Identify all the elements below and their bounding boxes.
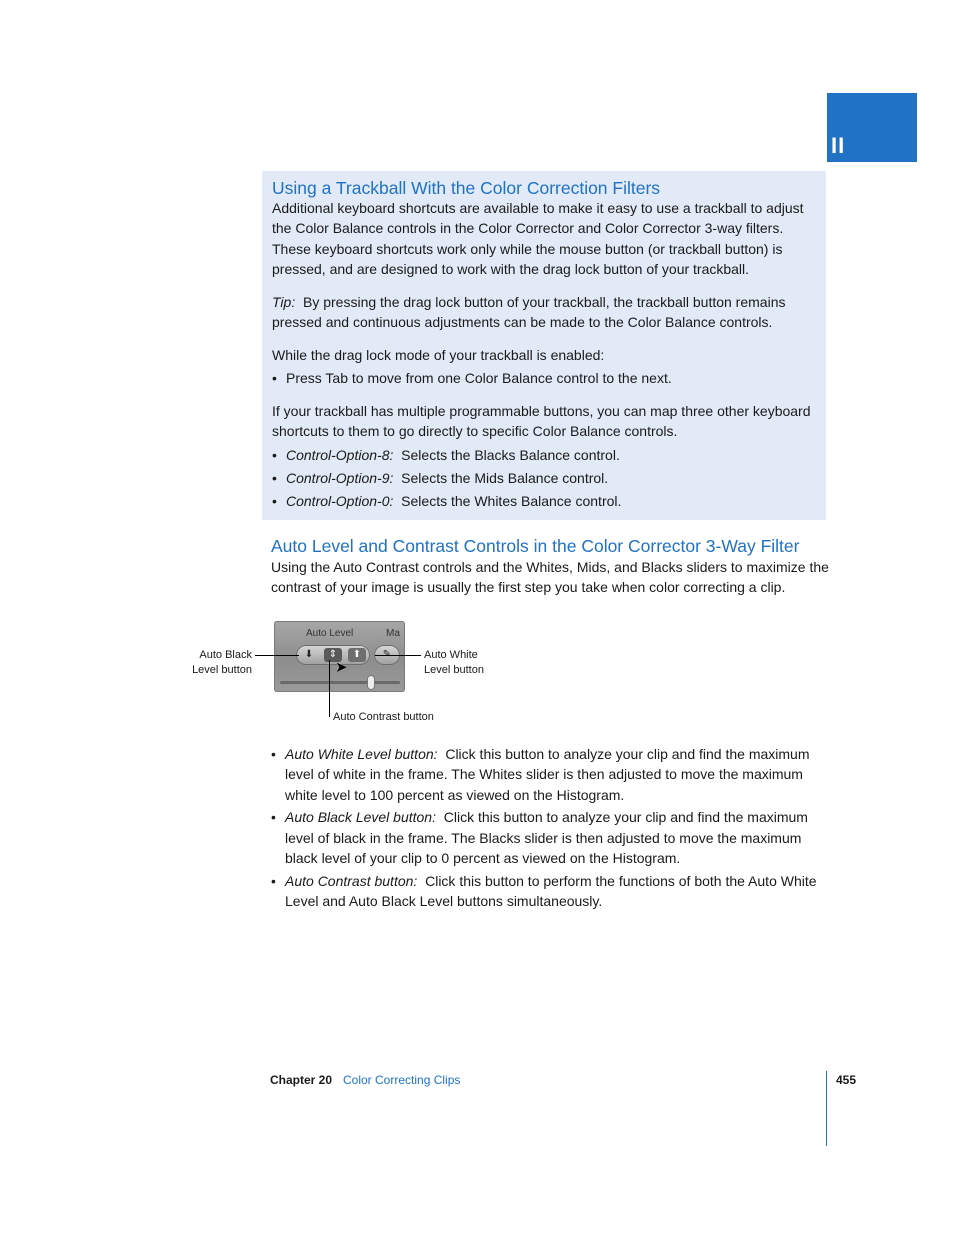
list-item: • Auto Black Level button: Click this button to analyze your clip and find the maximum level of black in the frame. The Blacks slider is then adjusted to move the maximum black level of your clip to 0 percent as viewed on the Histogram. — [271, 809, 808, 866]
tip-label: Tip: — [272, 294, 296, 310]
section-heading: Auto Level and Contrast Controls in the Color Corrector 3-Way Filter — [271, 536, 800, 556]
bullet-term: Auto Contrast button: — [285, 872, 418, 889]
auto-level-figure — [274, 621, 405, 692]
sidebar-heading: Using a Trackball With the Color Correction Filters — [272, 178, 661, 198]
list-item: • Control-Option-0: Selects the Whites Balance control. — [272, 492, 622, 509]
shortcut-desc: Selects the Blacks Balance control. — [401, 447, 620, 463]
shortcut-desc: Selects the Mids Balance control. — [401, 469, 609, 486]
bullet-term: Auto White Level button: — [285, 746, 438, 762]
drag-lock-list — [272, 368, 817, 388]
bullet-term: Auto Black Level button: — [285, 809, 436, 826]
programmable-intro: If your trackball has multiple programmable buttons, you can map three other keyboard shortcuts to them to go directly to specific Color Balance controls. — [272, 403, 811, 440]
shortcut-desc: Selects the Whites Balance control. — [401, 492, 622, 509]
list-item: • Auto White Level button: Click this button to analyze your clip and find the maximum level of white in the frame. The Whites slider is then adjusted to move the maximum white level to 100 percent as viewed on the Histogram. — [271, 746, 810, 803]
slider-knob[interactable] — [368, 676, 374, 689]
footer-chapter: Chapter 20 — [270, 1073, 333, 1087]
footer-divider — [826, 1071, 827, 1146]
auto-black-level-button[interactable] — [300, 648, 318, 662]
panel-label: Auto Level — [306, 628, 354, 639]
auto-level-button-group — [296, 645, 370, 665]
shortcut-term: Control-Option-9: — [286, 469, 394, 486]
bullet-desc: Click this button to analyze your clip and find the maximum level of black in the frame. The Blacks slider is then adjusted to move the maximum black level of your clip to 0 percent as viewed on the Histogram. — [285, 809, 808, 866]
list-item: • Control-Option-8: Selects the Blacks Balance control. — [272, 447, 620, 463]
auto-white-level-button[interactable] — [348, 648, 366, 662]
panel-label-cut: Ma — [386, 628, 400, 639]
arrow-down-icon: ⬇ — [304, 649, 314, 660]
arrow-up-icon: ⬆ — [352, 649, 362, 660]
tip-text: By pressing the drag lock button of your trackball, the trackball button remains pressed and continuous adjustments can be made to the Color Balance controls. — [272, 294, 786, 331]
section-intro: Using the Auto Contrast controls and the Whites, Mids, and Blacks sliders to maximize the contrast of your image is usually the first step you take when color correcting a clip. — [271, 559, 829, 596]
tip-paragraph — [272, 292, 817, 333]
callout-auto-black: Auto Black Level button — [192, 649, 252, 676]
callout-line-contrast — [329, 660, 330, 717]
page-number: 455 — [836, 1073, 857, 1087]
bullet-desc: Click this button to perform the functions of both the Auto White Level and Auto Black Level buttons simultaneously. — [285, 872, 817, 909]
drag-lock-intro: While the drag lock mode of your trackball is enabled: — [272, 347, 605, 363]
slider-track — [280, 681, 400, 684]
contrast-arrows-icon: ⇕ — [328, 649, 338, 660]
part-tab-label: II — [831, 133, 846, 158]
list-item: • Press Tab to move from one Color Balance control to the next. — [272, 370, 672, 386]
part-tab — [827, 93, 917, 162]
auto-button-list — [271, 744, 831, 914]
list-item: • Auto Contrast button: Click this button to perform the functions of both the Auto White Level and Auto Black Level buttons simultaneously. — [271, 872, 817, 909]
callout-line-black — [255, 655, 299, 656]
mouse-cursor-icon: ➤ — [335, 659, 348, 676]
shortcut-term: Control-Option-0: — [286, 492, 394, 509]
callout-auto-white: Auto White Level button — [424, 649, 484, 676]
footer-chapter-title: Color Correcting Clips — [343, 1073, 461, 1087]
shortcut-term: Control-Option-8: — [286, 447, 394, 463]
list-item: • Control-Option-9: Selects the Mids Balance control. — [272, 469, 609, 486]
callout-auto-contrast: Auto Contrast button — [333, 711, 434, 723]
sidebar-intro: Additional keyboard shortcuts are available to make it easy to use a trackball to adjust the Color Balance controls in the Color Corrector and Color Corrector 3-way filters. These keyboard shortcuts work only while the mouse button (or trackball button) is pressed, and are designed to work with the drag lock button of your trackball. — [272, 200, 804, 277]
callout-line-white — [375, 655, 421, 656]
bullet-desc: Click this button to analyze your clip and find the maximum level of white in the frame. The Whites slider is then adjusted to move the maximum white level to 100 percent as viewed on the Histogram. — [285, 746, 810, 803]
shortcut-list — [272, 445, 817, 514]
